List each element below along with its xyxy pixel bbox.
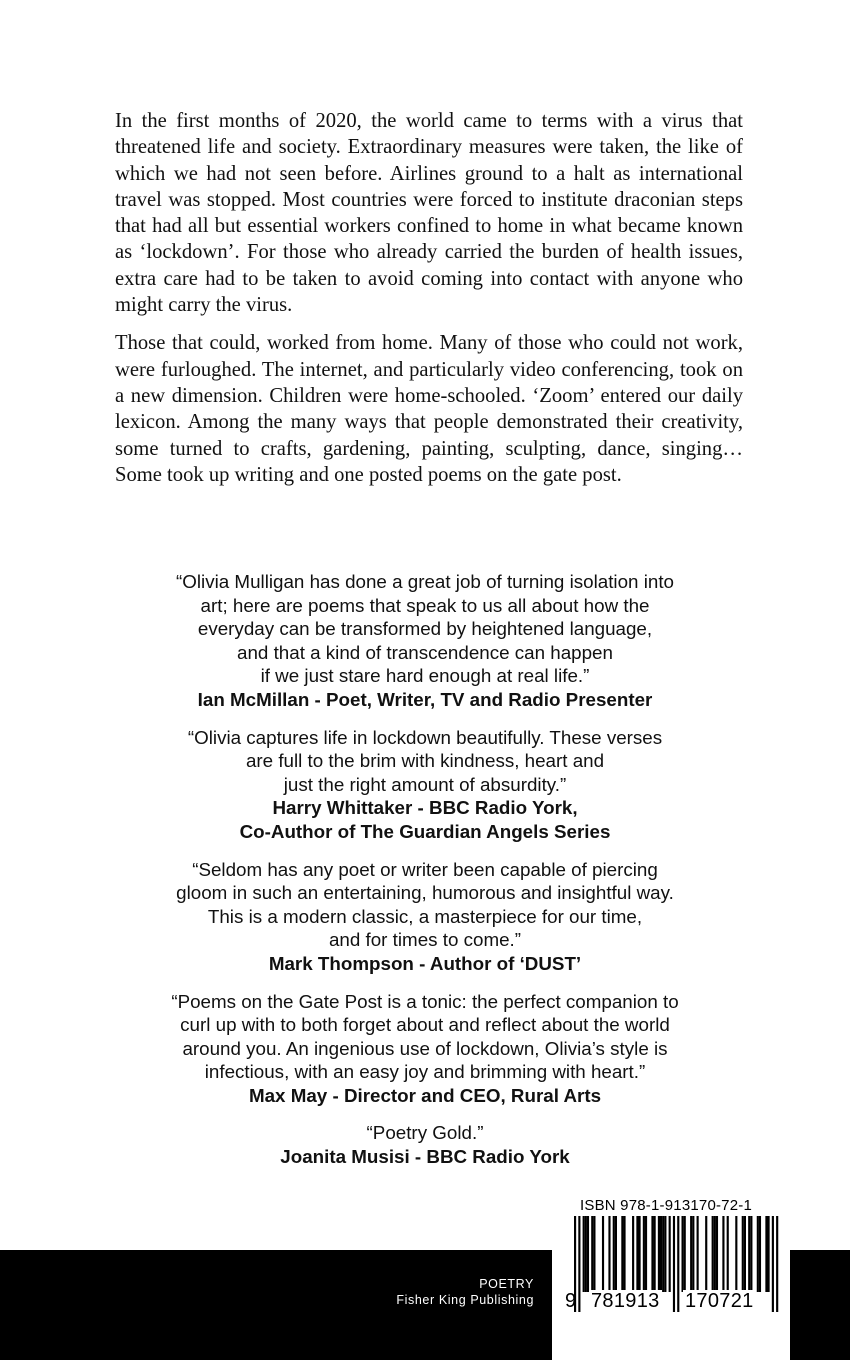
barcode-bar bbox=[772, 1216, 774, 1312]
publisher-imprint bbox=[396, 1276, 534, 1308]
barcode-bar bbox=[615, 1216, 617, 1292]
barcode-bar bbox=[712, 1216, 714, 1292]
quote-text: “Olivia captures life in lockdown beautifully. These verses are full to the brim with kindness, heart and just the right amount of absurdity.” bbox=[187, 726, 663, 795]
barcode-bar bbox=[744, 1216, 746, 1292]
isbn-label: ISBN 978-1-913170-72-1 bbox=[580, 1197, 753, 1214]
barcode-bar bbox=[697, 1216, 699, 1292]
barcode-bar bbox=[645, 1216, 647, 1292]
quote-text: “Poetry Gold.” bbox=[366, 1122, 484, 1144]
barcode-bar bbox=[662, 1216, 664, 1292]
barcode-bar bbox=[776, 1216, 778, 1312]
barcode-bar bbox=[690, 1216, 692, 1292]
barcode-bar bbox=[759, 1216, 761, 1292]
quote-attribution: Harry Whittaker - BBC Radio York, Co-Author of The Guardian Angels Series bbox=[239, 797, 611, 842]
blurb-paragraph-2: Those that could, worked from home. Many of those who could not work, were furloughed. The internet, and particularly video conferencing, took on a new dimension. Children were home-schooled. ‘Zoom’ entered our daily lexicon. Among the many ways that people demonstrated their creativity, some turned to crafts, gardening, painting, sculpting, dance, singing… Some took up writing and one posted poems on the gate post. bbox=[115, 332, 743, 486]
barcode-bar bbox=[651, 1216, 653, 1292]
barcode-bar bbox=[692, 1216, 694, 1292]
barcode-bar bbox=[750, 1216, 752, 1292]
barcode-bar bbox=[757, 1216, 759, 1292]
barcode-bar bbox=[716, 1216, 718, 1292]
publisher-footer-bar bbox=[0, 1250, 552, 1360]
barcode-bar bbox=[591, 1216, 593, 1292]
barcode-bar bbox=[714, 1216, 716, 1292]
barcode-digits-left: 781913 bbox=[591, 1290, 660, 1312]
review-quote bbox=[150, 726, 700, 844]
barcode-bar bbox=[735, 1216, 737, 1292]
barcode-bar bbox=[608, 1216, 610, 1292]
quote-attribution: Max May - Director and CEO, Rural Arts bbox=[248, 1084, 602, 1106]
barcode-bar bbox=[621, 1216, 623, 1292]
barcode-bar bbox=[722, 1216, 724, 1292]
barcode-bar bbox=[623, 1216, 625, 1292]
quote-text: “Olivia Mulligan has done a great job of turning isolation into art; here are poems that speak to us all about how the everyday can be transformed by heightened language, and that a kind of transcendence can happen if we just stare hard enough at real life.” bbox=[176, 571, 674, 687]
barcode-bar bbox=[613, 1216, 615, 1292]
barcode-bar bbox=[673, 1216, 675, 1312]
barcode-bar bbox=[748, 1216, 750, 1292]
blurb-paragraph-1: In the first months of 2020, the world came to terms with a virus that threatened life and society. Extraordinary measures were taken, the like of which we had not seen before. Airlines ground to a halt as international travel was stopped. Most countries were forced to institute draconian steps that had all but essential workers confined to home in what became known as ‘lockdown’. For those who already carried the burden of health issues, extra care had to be taken to avoid coming into contact with anyone who might carry the virus. bbox=[115, 110, 743, 317]
barcode-bar bbox=[654, 1216, 656, 1292]
publisher-name: Fisher King Publishing bbox=[396, 1293, 534, 1307]
quote-text: “Poems on the Gate Post is a tonic: the perfect companion to curl up with to both forget about and reflect about the world around you. An ingenious use of lockdown, Olivia’s style is infectious, with an easy joy and brimming with heart.” bbox=[171, 990, 679, 1083]
barcode-digit-first: 9 bbox=[565, 1290, 577, 1312]
barcode-bar bbox=[742, 1216, 744, 1292]
barcode-digits-right: 170721 bbox=[685, 1290, 754, 1312]
barcode-bar bbox=[578, 1216, 580, 1312]
review-quote bbox=[150, 1121, 700, 1168]
barcode-bar bbox=[768, 1216, 770, 1292]
quote-attribution: Mark Thompson - Author of ‘DUST’ bbox=[268, 952, 582, 974]
barcode-bar bbox=[602, 1216, 604, 1292]
quote-text: “Seldom has any poet or writer been capable of piercing gloom in such an entertaining, humorous and insightful way. This is a modern classic, a masterpiece for our time, and for times to come.” bbox=[176, 858, 674, 951]
review-quotes bbox=[150, 570, 700, 1183]
barcode-bar bbox=[585, 1216, 587, 1292]
barcode-bar bbox=[664, 1216, 666, 1292]
barcode-bar bbox=[583, 1216, 585, 1292]
barcode-bar bbox=[660, 1216, 662, 1292]
review-quote bbox=[150, 570, 700, 712]
barcode-bar bbox=[593, 1216, 595, 1292]
barcode-bar bbox=[643, 1216, 645, 1292]
barcode-bar bbox=[632, 1216, 634, 1292]
barcode-bar bbox=[587, 1216, 589, 1292]
footer-right-block bbox=[790, 1250, 850, 1360]
barcode-bar bbox=[677, 1216, 679, 1312]
barcode-bar bbox=[682, 1216, 684, 1292]
barcode-bar bbox=[684, 1216, 686, 1292]
quote-attribution: Ian McMillan - Poet, Writer, TV and Radio Presenter bbox=[197, 688, 653, 710]
back-cover-blurb bbox=[115, 108, 743, 488]
barcode-bar bbox=[658, 1216, 660, 1292]
barcode-bar bbox=[705, 1216, 707, 1292]
barcode-bar bbox=[669, 1216, 671, 1292]
review-quote bbox=[150, 990, 700, 1108]
barcode-bar bbox=[636, 1216, 638, 1292]
barcode-bar bbox=[639, 1216, 641, 1292]
review-quote bbox=[150, 858, 700, 976]
genre-label: POETRY bbox=[479, 1277, 534, 1291]
barcode-bar bbox=[765, 1216, 767, 1292]
quote-attribution: Joanita Musisi - BBC Radio York bbox=[280, 1146, 570, 1168]
barcode-bar bbox=[727, 1216, 729, 1292]
